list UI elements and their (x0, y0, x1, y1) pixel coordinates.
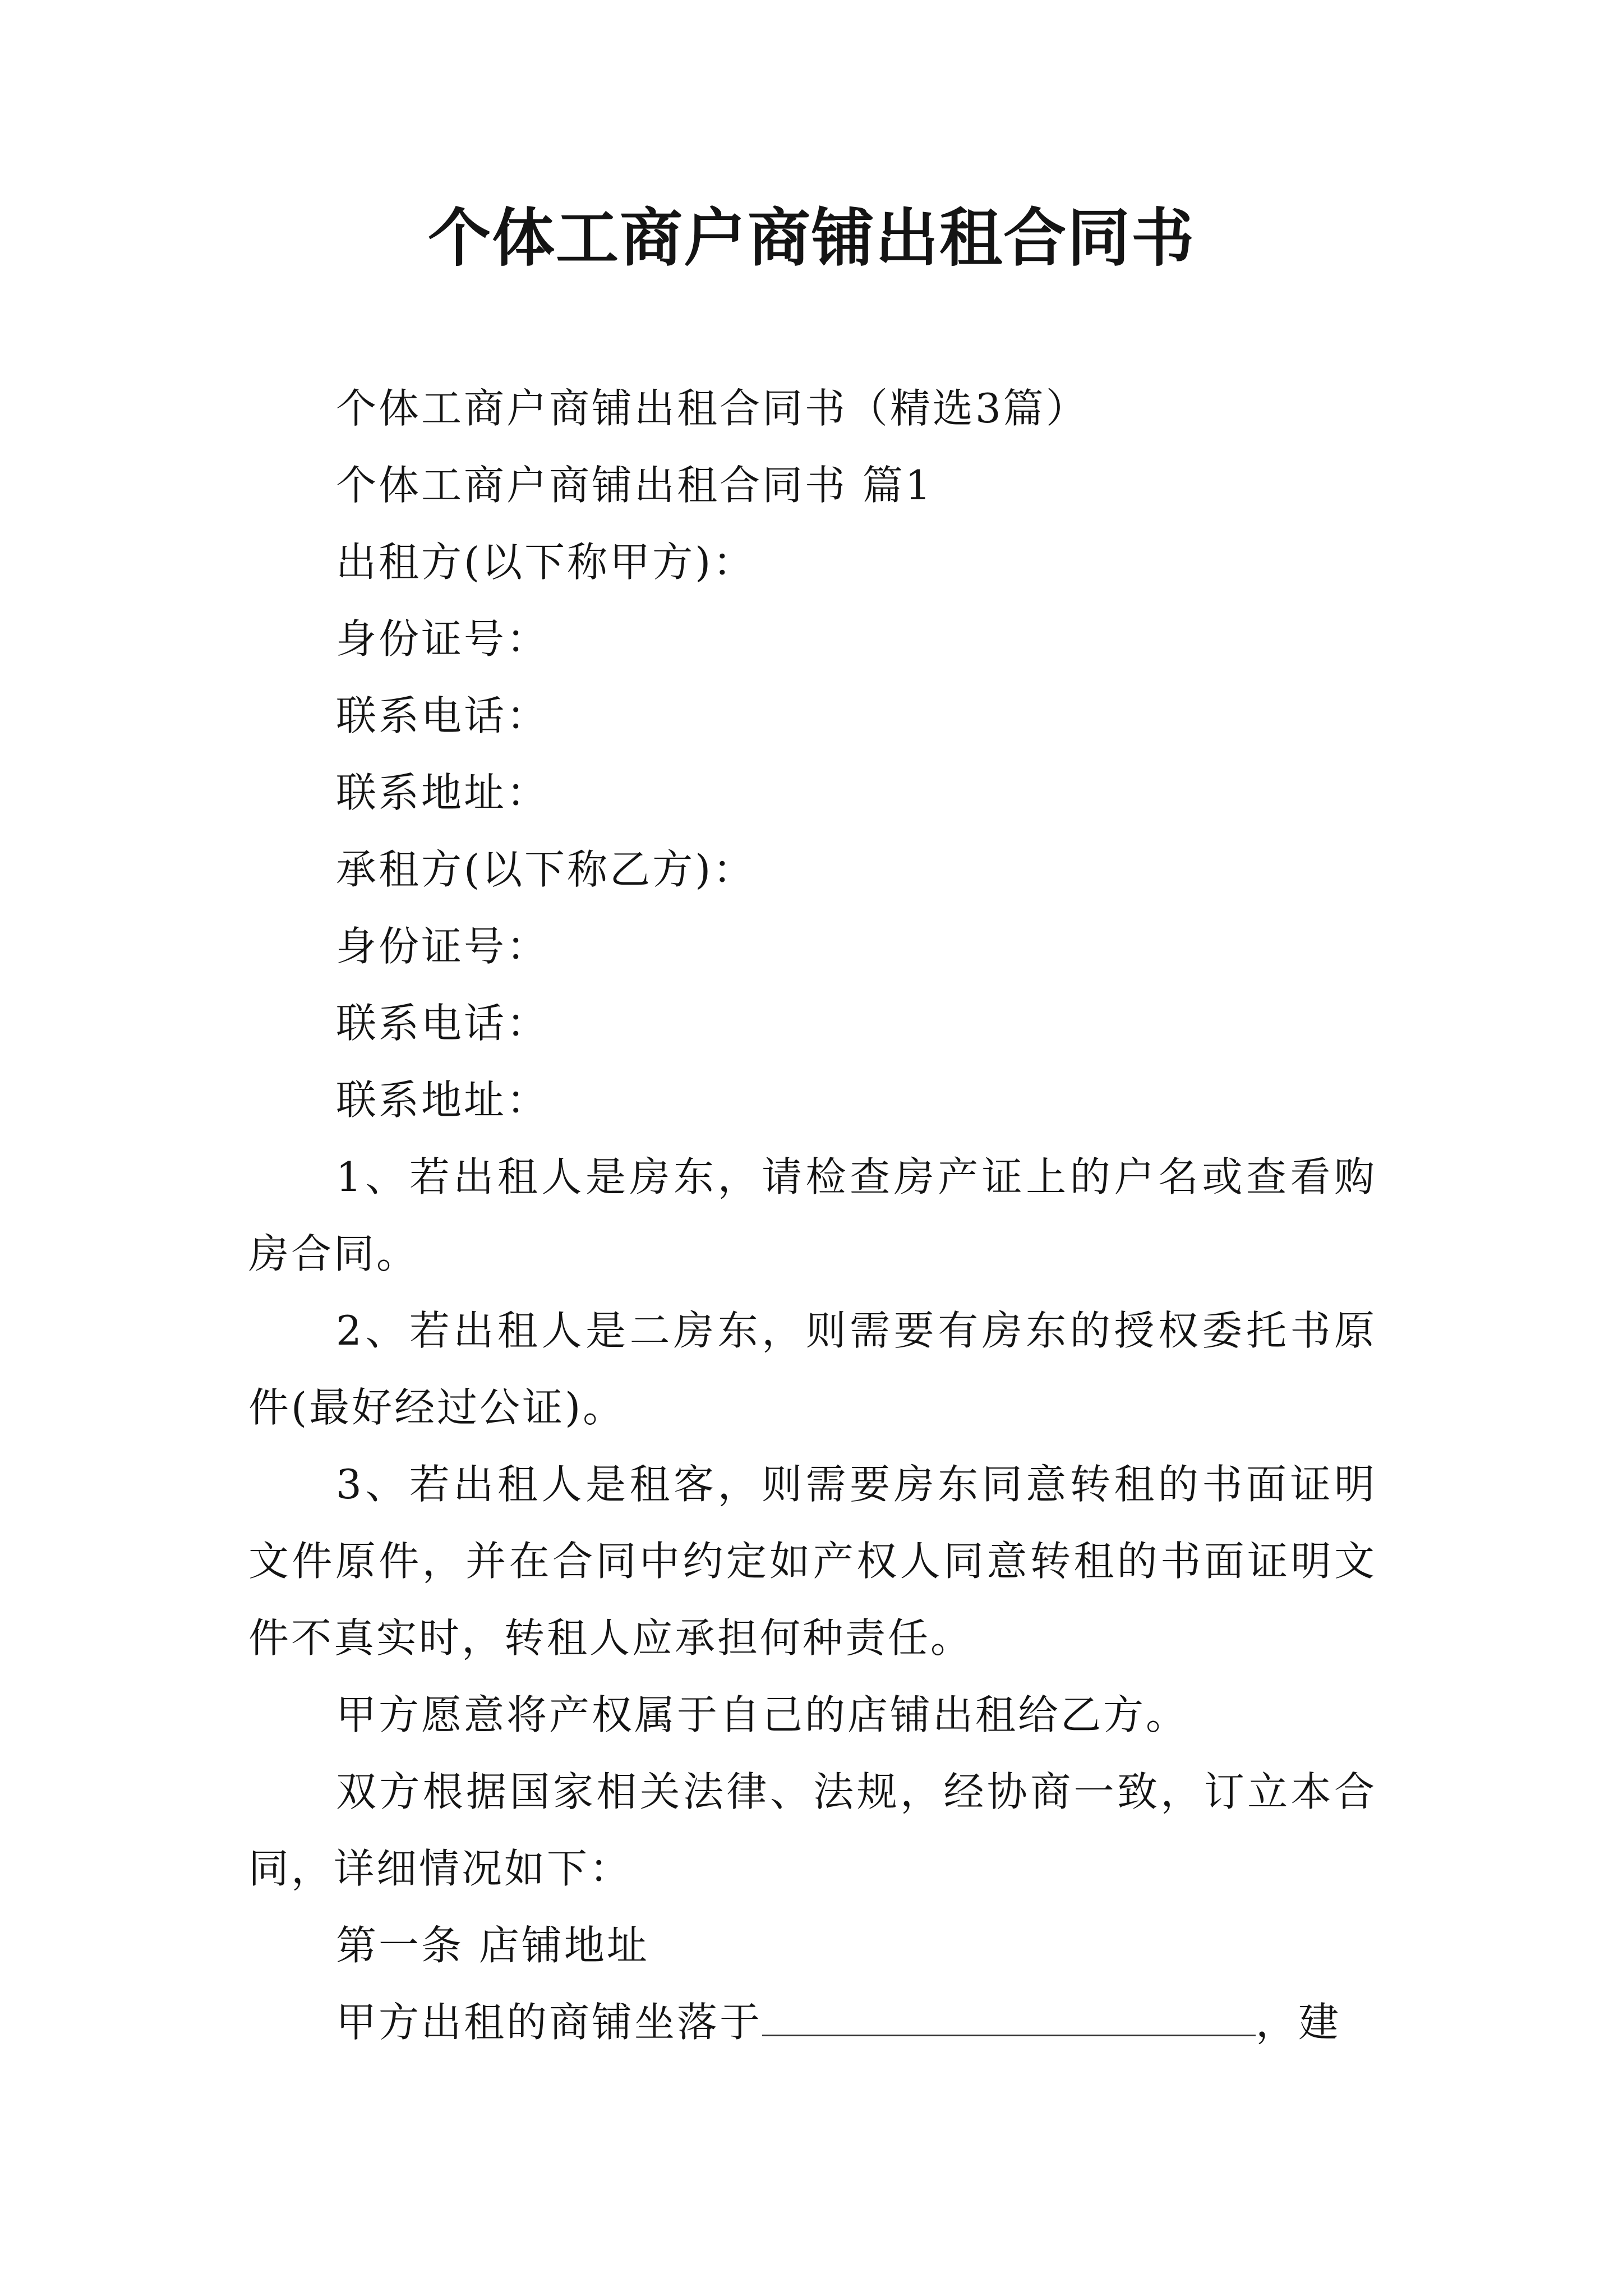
note-paragraph-1: 1、若出租人是房东，请检查房产证上的户名或查看购房合同。 (248, 1153, 1377, 1277)
lessor-phone-label: 联系电话： (336, 692, 550, 739)
lessee-address-label: 联系地址： (336, 1076, 550, 1124)
subtitle-paragraph: 个体工商户商铺出租合同书（精选3篇） (336, 385, 1089, 432)
lessee-phone-label: 联系电话： (336, 1000, 550, 1047)
article-1-heading: 第一条 店铺地址 (336, 1922, 649, 1969)
shop-location-line (248, 1984, 1377, 2061)
document-body (248, 370, 1377, 2061)
intent-paragraph: 甲方愿意将产权属于自己的店铺出租给乙方。 (336, 1691, 1189, 1738)
lessor-id-label: 身份证号： (336, 615, 550, 662)
note-paragraph-2: 2、若出租人是二房东，则需要有房东的授权委托书原件(最好经过公证)。 (248, 1307, 1377, 1431)
note-paragraph-3: 3、若出租人是租客，则需要房东同意转租的书面证明文件原件，并在合同中约定如产权人同意转租的书面证明文件不真实时，转租人应承担何种责任。 (248, 1461, 1377, 1662)
shop-location-suffix: ，建 (1256, 1999, 1341, 2046)
agreement-paragraph: 双方根据国家相关法律、法规，经协商一致，订立本合同，详细情况如下： (248, 1768, 1377, 1892)
section-heading: 个体工商户商铺出租合同书 篇1 (336, 462, 933, 509)
fill-in-blank-line (762, 1995, 1256, 2036)
lessor-label: 出租方(以下称甲方)： (336, 539, 756, 586)
shop-location-prefix: 甲方出租的商铺坐落于 (336, 1999, 763, 2046)
document-title: 个体工商户商铺出租合同书 (428, 201, 1195, 275)
lessor-address-label: 联系地址： (336, 769, 550, 816)
lessee-label: 承租方(以下称乙方)： (336, 846, 756, 893)
lessee-id-label: 身份证号： (336, 923, 550, 970)
